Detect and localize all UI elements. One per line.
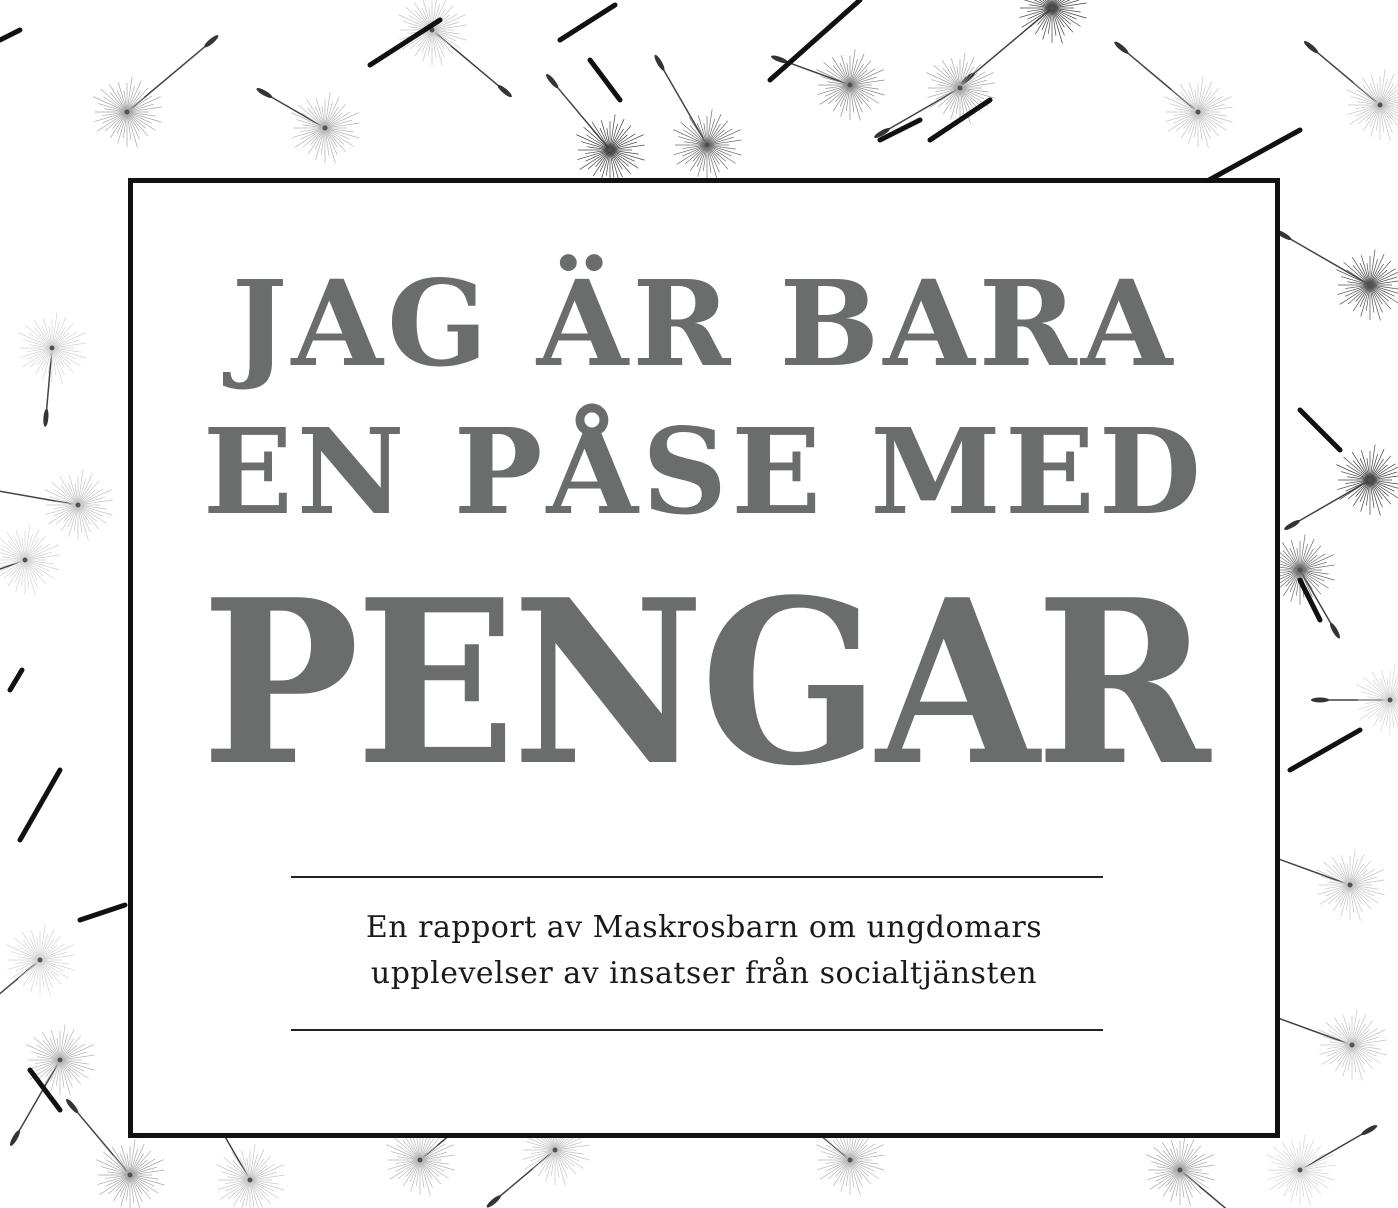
seed-stem-icon — [560, 5, 615, 40]
dandelion-seed-icon — [959, 0, 1086, 86]
seed-stem-icon — [770, 0, 860, 80]
seed-stem-icon — [0, 30, 20, 40]
dandelion-seed-icon — [1274, 228, 1398, 320]
dandelion-seed-icon — [653, 54, 742, 181]
dandelion-seed-icon — [1146, 1134, 1257, 1208]
dandelion-seed-icon — [1311, 664, 1398, 735]
dandelion-seed-icon — [18, 312, 86, 427]
seed-stem-icon — [20, 770, 60, 840]
divider-bottom — [291, 1029, 1103, 1031]
seed-stem-icon — [370, 20, 440, 65]
dandelion-seed-icon — [0, 924, 75, 1019]
title-line-2: EN PÅSE MED — [202, 402, 1206, 541]
subtitle-line-2: upplevelser av insatser från socialtjänsten — [370, 956, 1038, 991]
dandelion-seed-icon — [398, 0, 513, 99]
dandelion-seed-icon — [0, 524, 60, 595]
dandelion-seed-icon — [770, 49, 884, 120]
dandelion-seed-icon — [873, 52, 995, 139]
dandelion-seed-icon — [255, 86, 359, 163]
seed-stem-icon — [10, 670, 22, 690]
seed-stem-icon — [1290, 730, 1360, 770]
dandelion-seed-icon — [544, 73, 644, 186]
seed-stem-icon — [1200, 130, 1300, 185]
subtitle-line-1: En rapport av Maskrosbarn om ungdomars — [365, 910, 1043, 945]
dandelion-seed-icon — [1113, 40, 1233, 147]
dandelion-seed-icon — [1283, 444, 1398, 531]
dandelion-seed-icon — [93, 34, 219, 148]
title-frame — [128, 178, 1280, 1138]
dandelion-seed-icon — [8, 1024, 94, 1147]
divider-top — [291, 876, 1103, 878]
seed-stem-icon — [590, 60, 620, 100]
seed-stem-icon — [80, 905, 125, 920]
seed-stem-icon — [1300, 410, 1340, 450]
dandelion-seed-icon — [0, 469, 113, 540]
dandelion-seed-icon — [1266, 1123, 1378, 1205]
title-line-1: JAG ÄR BARA — [231, 254, 1177, 393]
dandelion-seed-icon — [1303, 39, 1398, 140]
title-line-3: PENGAR — [201, 551, 1207, 816]
